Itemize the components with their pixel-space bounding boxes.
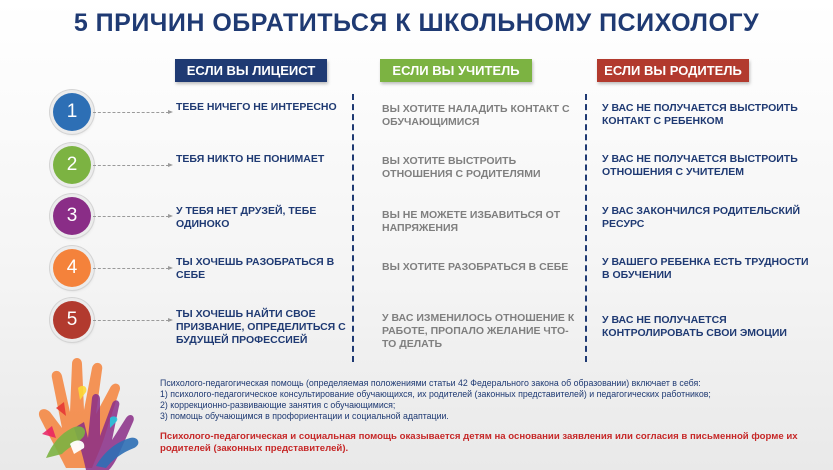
reason-number-3: 3 [53, 197, 91, 235]
parent-reason-4: У ВАШЕГО РЕБЕНКА ЕСТЬ ТРУДНОСТИ В ОБУЧЕНИИ [602, 256, 809, 281]
parent-reason-1: У ВАС НЕ ПОЛУЧАЕТСЯ ВЫСТРОИТЬ КОНТАКТ С РЕБЕНКОМ [602, 102, 798, 127]
student-reason-1: ТЕБЕ НИЧЕГО НЕ ИНТЕРЕСНО [176, 101, 337, 113]
student-reason-3: У ТЕБЯ НЕТ ДРУЗЕЙ, ТЕБЕ ОДИНОКО [176, 205, 317, 230]
reason-number-4: 4 [53, 249, 91, 287]
column-header-student: ЕСЛИ ВЫ ЛИЦЕИСТ [175, 59, 327, 82]
reason-number-1: 1 [53, 93, 91, 131]
reason-number-2: 2 [53, 146, 91, 184]
footer-note: Психолого-педагогическая и социальная помощь оказывается детям на основании заявления или согласия в письменной форме их родителей (законных представителей). [160, 431, 798, 454]
student-reason-4: ТЫ ХОЧЕШЬ РАЗОБРАТЬСЯ В СЕБЕ [176, 256, 335, 281]
student-reason-2: ТЕБЯ НИКТО НЕ ПОНИМАЕТ [176, 153, 325, 165]
connector-arrow [93, 165, 169, 166]
connector-arrow [93, 216, 169, 217]
student-reason-5: ТЫ ХОЧЕШЬ НАЙТИ СВОЕ ПРИЗВАНИЕ, ОПРЕДЕЛИТЬСЯ С БУДУЩЕЙ ПРОФЕССИЕЙ [176, 308, 346, 346]
footer-info [160, 378, 822, 455]
footer-item-1: 1) психолого-педагогическое консультирование обучающихся, их родителей (законных представителей) и педагогических работников; [160, 389, 711, 399]
footer-intro: Психолого-педагогическая помощь (определяемая положениями статьи 42 Федерального закона об образовании) включает в себя: [160, 378, 701, 388]
page-title: 5 ПРИЧИН ОБРАТИТЬСЯ К ШКОЛЬНОМУ ПСИХОЛОГУ [73, 9, 760, 37]
teacher-reason-3: ВЫ НЕ МОЖЕТЕ ИЗБАВИТЬСЯ ОТ НАПРЯЖЕНИЯ [382, 209, 561, 234]
teacher-reason-5: У ВАС ИЗМЕНИЛОСЬ ОТНОШЕНИЕ К РАБОТЕ, ПРОПАЛО ЖЕЛАНИЕ ЧТО-ТО ДЕЛАТЬ [382, 312, 575, 350]
teacher-reason-4: ВЫ ХОТИТЕ РАЗОБРАТЬСЯ В СЕБЕ [382, 261, 569, 273]
column-divider [352, 94, 354, 362]
column-header-parent: ЕСЛИ ВЫ РОДИТЕЛЬ [597, 59, 749, 82]
column-header-teacher: ЕСЛИ ВЫ УЧИТЕЛЬ [380, 59, 532, 82]
footer-item-3: 3) помощь обучающимся в профориентации и социальной адаптации. [160, 411, 449, 421]
parent-reason-2: У ВАС НЕ ПОЛУЧАЕТСЯ ВЫСТРОИТЬ ОТНОШЕНИЯ С УЧИТЕЛЕМ [602, 153, 798, 178]
teacher-reason-1: ВЫ ХОТИТЕ НАЛАДИТЬ КОНТАКТ С ОБУЧАЮЩИМИСЯ [382, 103, 570, 128]
reason-number-5: 5 [53, 301, 91, 339]
connector-arrow [93, 320, 169, 321]
parent-reason-3: У ВАС ЗАКОНЧИЛСЯ РОДИТЕЛЬСКИЙ РЕСУРС [602, 205, 801, 230]
teacher-reason-2: ВЫ ХОТИТЕ ВЫСТРОИТЬ ОТНОШЕНИЯ С РОДИТЕЛЯМИ [382, 155, 541, 180]
colorful-hands-icon [18, 342, 168, 470]
column-divider [585, 94, 587, 362]
connector-arrow [93, 268, 169, 269]
connector-arrow [93, 112, 169, 113]
parent-reason-5: У ВАС НЕ ПОЛУЧАЕТСЯ КОНТРОЛИРОВАТЬ СВОИ ЭМОЦИИ [602, 314, 787, 339]
footer-item-2: 2) коррекционно-развивающие занятия с обучающимися; [160, 400, 396, 410]
